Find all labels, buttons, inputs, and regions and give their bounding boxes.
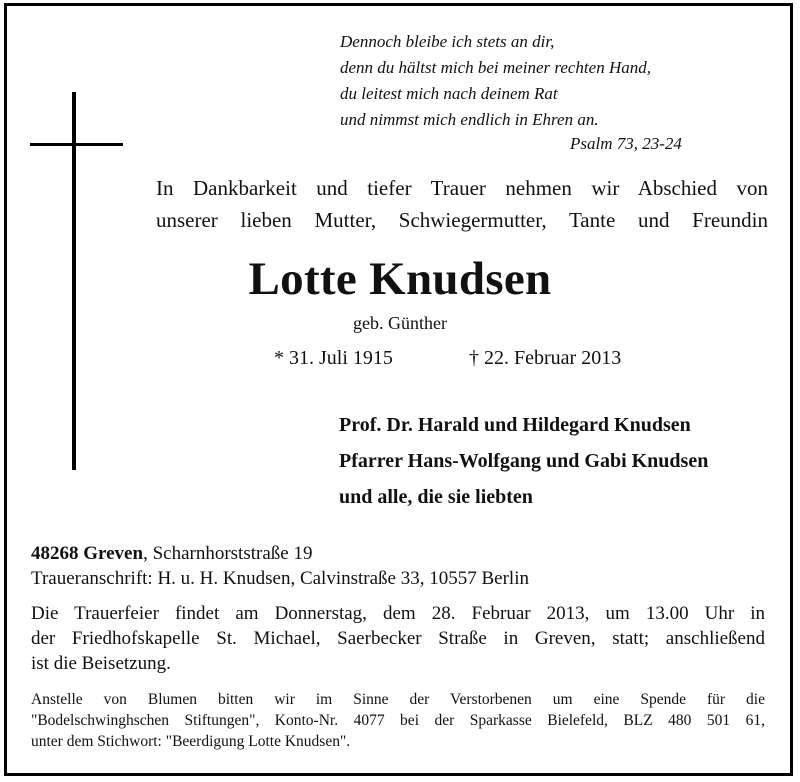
donation-line: unter dem Stichwort: "Beerdigung Lotte Knudsen". [31, 733, 351, 750]
intro-line: In Dankbarkeit und tiefer Trauer nehmen wir Abschied von [156, 176, 768, 200]
intro-line: unserer lieben Mutter, Schwiegermutter, Tante und Freundin [156, 208, 768, 232]
mourning-address: Traueranschrift: H. u. H. Knudsen, Calvinstraße 33, 10557 Berlin [31, 568, 529, 589]
mourner-line: und alle, die sie liebten [339, 486, 533, 508]
maiden-name: geb. Günther [353, 313, 447, 333]
psalm-verse [340, 29, 651, 133]
ceremony-info [31, 601, 765, 676]
psalm-line: Dennoch bleibe ich stets an dir, [340, 32, 555, 51]
donation-line: Anstelle von Blumen bitten wir im Sinne der Verstorbenen um eine Spende für die [31, 691, 765, 708]
psalm-line: und nimmst mich endlich in Ehren an. [340, 110, 599, 129]
donation-request [31, 689, 765, 752]
mourner-line: Pfarrer Hans-Wolfgang und Gabi Knudsen [339, 450, 709, 472]
ceremony-line: der Friedhofskapelle St. Michael, Saerbecker Straße in Greven, statt; anschließend [31, 628, 765, 649]
deceased-name: Lotte Knudsen [248, 253, 552, 305]
address-city: 48268 Greven [31, 543, 144, 564]
donation-line: "Bodelschwinghschen Stiftungen", Konto-Nr. 4077 bei der Sparkasse Bielefeld, BLZ 480 501 61, [31, 712, 765, 729]
psalm-line: du leitest mich nach deinem Rat [340, 84, 558, 103]
ceremony-line: ist die Beisetzung. [31, 653, 171, 674]
psalm-reference: Psalm 73, 23-24 [570, 134, 682, 153]
death-date: † 22. Februar 2013 [469, 347, 622, 369]
intro-text [156, 172, 768, 236]
address-street: , Scharnhorststraße 19 [143, 543, 313, 564]
ceremony-line: Die Trauerfeier findet am Donnerstag, dem 28. Februar 2013, um 13.00 Uhr in [31, 603, 765, 624]
address-block [31, 541, 529, 591]
home-address [31, 541, 529, 566]
birth-date: * 31. Juli 1915 [274, 347, 393, 369]
mourner-line: Prof. Dr. Harald und Hildegard Knudsen [339, 414, 691, 436]
psalm-line: denn du hältst mich bei meiner rechten Hand, [340, 58, 651, 77]
mourners-list [339, 407, 708, 515]
cross-icon-bar [30, 143, 123, 146]
